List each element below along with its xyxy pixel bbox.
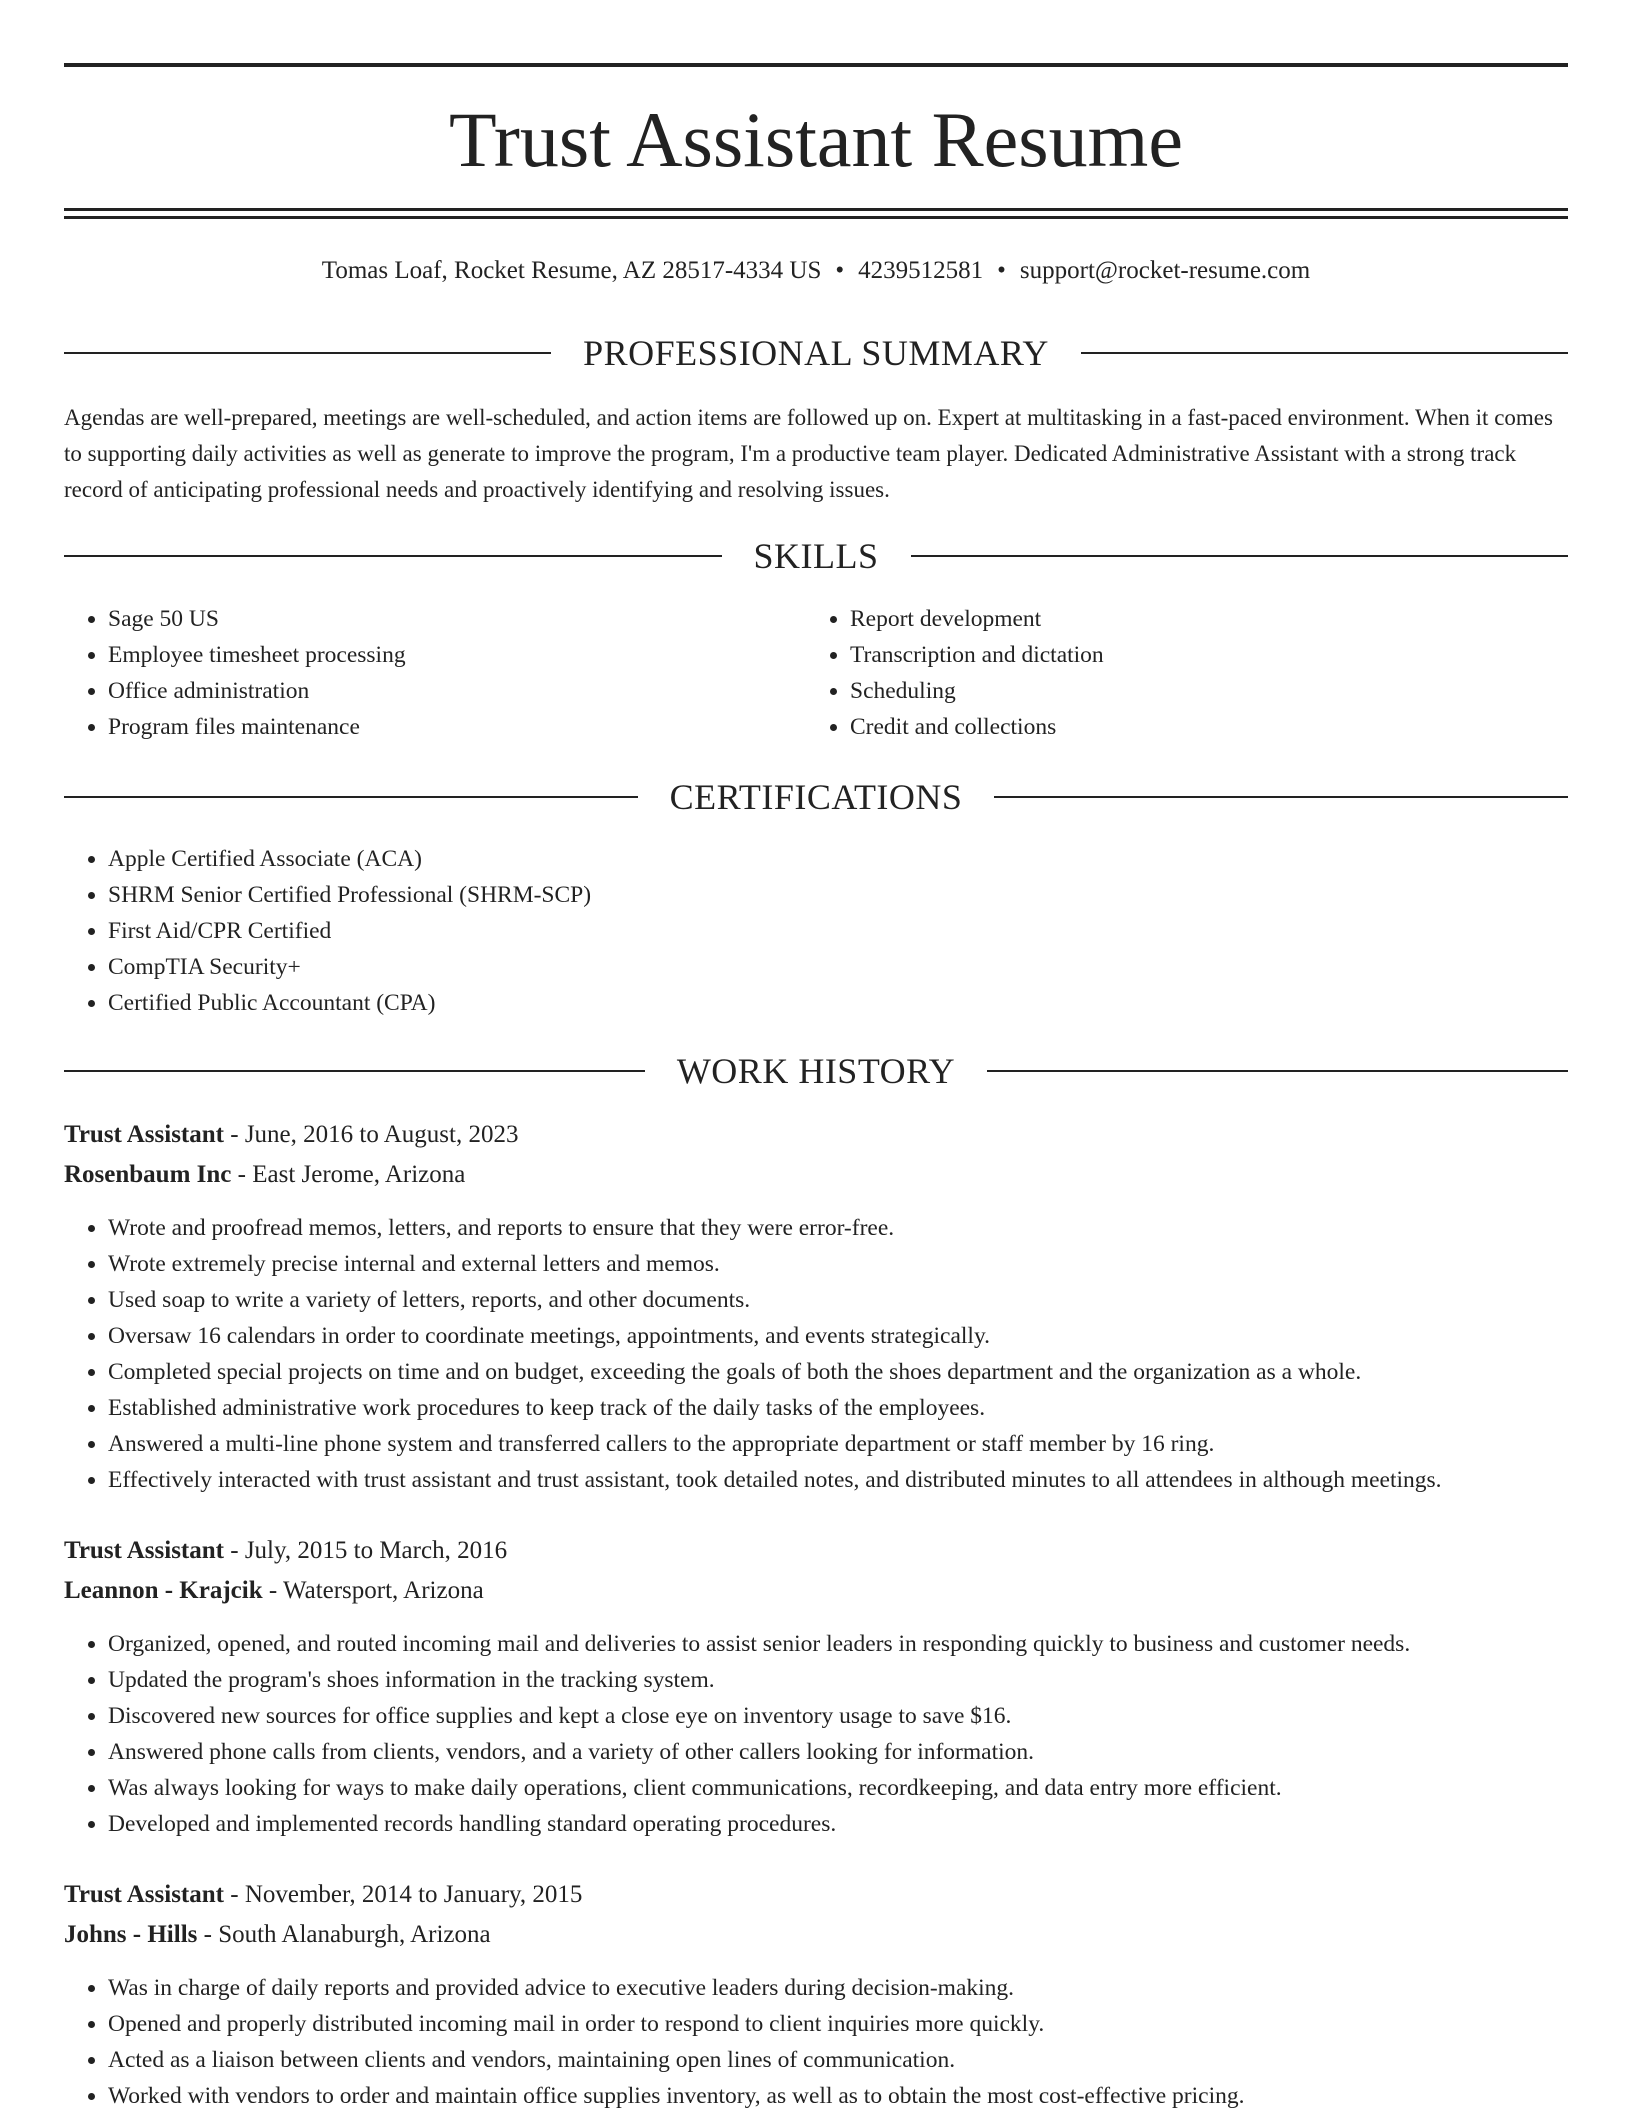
job-company-line [64, 1573, 1568, 1609]
certification-item: • Apple Certified Associate (ACA) [108, 841, 1568, 877]
skill-item: • Office administration [108, 673, 808, 709]
title-rule-lower [64, 216, 1568, 219]
title-rule-upper [64, 208, 1568, 211]
job-company: Leannon - Krajcik [64, 1577, 263, 1604]
job-bullet: • Completed special projects on time and on budget, exceeding the goals of both the shoes department and the organization as a whole. [108, 1354, 1588, 1390]
certifications-heading-label: CERTIFICATIONS [669, 777, 963, 817]
job-title-line [64, 1877, 1568, 1913]
skills-list-right [806, 601, 1550, 745]
job-dates: - July, 2015 to March, 2016 [224, 1537, 508, 1564]
job-bullet: • Used soap to write a variety of letters, reports, and other documents. [108, 1282, 1588, 1318]
contact-phone: 4239512581 [858, 257, 984, 284]
certifications-section-heading [64, 775, 1568, 819]
heading-rule-left [64, 555, 722, 557]
job-bullets [64, 1970, 1588, 2114]
job-title: Trust Assistant [64, 1881, 224, 1908]
heading-rule-right [987, 1070, 1568, 1072]
job-dates: - November, 2014 to January, 2015 [224, 1881, 583, 1908]
job-bullet: • Updated the program's shoes information in the tracking system. [108, 1662, 1588, 1698]
summary-heading-label: PROFESSIONAL SUMMARY [583, 333, 1049, 373]
skill-item: • Scheduling [850, 673, 1550, 709]
heading-rule-right [994, 796, 1568, 798]
job-bullet: • Opened and properly distributed incoming mail in order to respond to client inquiries more quickly. [108, 2006, 1588, 2042]
certification-item: • First Aid/CPR Certified [108, 913, 1568, 949]
job-title: Trust Assistant [64, 1121, 224, 1148]
job-location: - Watersport, Arizona [262, 1577, 484, 1604]
certification-item: • CompTIA Security+ [108, 949, 1568, 985]
work-history-section-heading [64, 1049, 1568, 1093]
job-bullet: • Oversaw 16 calendars in order to coordinate meetings, appointments, and events strategically. [108, 1318, 1588, 1354]
job-bullet: • Acted as a liaison between clients and vendors, maintaining open lines of communication. [108, 2042, 1588, 2078]
contact-address: Tomas Loaf, Rocket Resume, AZ 28517-4334 US [321, 257, 822, 284]
certifications-list [64, 841, 1568, 1021]
job-company: Johns - Hills [64, 1921, 198, 1948]
skill-item: • Sage 50 US [108, 601, 808, 637]
heading-rule-right [911, 555, 1569, 557]
contact-separator: • [997, 257, 1006, 284]
summary-text: Agendas are well-prepared, meetings are well-scheduled, and action items are followed up on. Expert at multitasking in a fast-paced environment. When it comes to supporting daily activities as well as generate to improve the program, I'm a productive team player. Dedicated Administrative Assistant with a strong track record of anticipating professional needs and proactively identifying and resolving issues. [64, 405, 1553, 502]
contact-email: support@rocket-resume.com [1019, 257, 1311, 284]
job-location: - South Alanaburgh, Arizona [197, 1921, 491, 1948]
work-history-heading-label: WORK HISTORY [676, 1051, 956, 1091]
job-title: Trust Assistant [64, 1537, 224, 1564]
job-title-line [64, 1533, 1568, 1569]
skill-item: • Report development [850, 601, 1550, 637]
job-bullet: • Developed and implemented records handling standard operating procedures. [108, 1806, 1588, 1842]
job-bullet: • Wrote and proofread memos, letters, and reports to ensure that they were error-free. [108, 1210, 1588, 1246]
job-bullet: • Answered phone calls from clients, vendors, and a variety of other callers looking for information. [108, 1734, 1588, 1770]
job-dates: - June, 2016 to August, 2023 [224, 1121, 519, 1148]
job-bullet: • Established administrative work procedures to keep track of the daily tasks of the employees. [108, 1390, 1588, 1426]
skills-list-left [64, 601, 808, 745]
certification-item: • SHRM Senior Certified Professional (SHRM-SCP) [108, 877, 1568, 913]
job-company-line [64, 1917, 1568, 1953]
job-bullet: • Was always looking for ways to make daily operations, client communications, recordkeeping, and data entry more efficient. [108, 1770, 1588, 1806]
job-bullet: • Effectively interacted with trust assistant and trust assistant, took detailed notes, and distributed minutes to all attendees in although meetings. [108, 1462, 1588, 1498]
skill-item: • Credit and collections [850, 709, 1550, 745]
skill-item: • Transcription and dictation [850, 637, 1550, 673]
summary-section-heading [64, 331, 1568, 375]
job-bullets [64, 1626, 1588, 1842]
job-bullet: • Worked with vendors to order and maintain office supplies inventory, as well as to obtain the most cost-effective pricing. [108, 2078, 1588, 2114]
skills-heading-label: SKILLS [753, 536, 879, 576]
top-rule [64, 63, 1568, 67]
job-bullet: • Organized, opened, and routed incoming mail and deliveries to assist senior leaders in responding quickly to business and customer needs. [108, 1626, 1588, 1662]
job-location: - East Jerome, Arizona [231, 1161, 466, 1188]
job-bullet: • Was in charge of daily reports and provided advice to executive leaders during decision-making. [108, 1970, 1588, 2006]
skill-item: • Program files maintenance [108, 709, 808, 745]
job-bullets [64, 1210, 1588, 1498]
job-bullet: • Wrote extremely precise internal and external letters and memos. [108, 1246, 1588, 1282]
heading-rule-left [64, 352, 551, 354]
heading-rule-left [64, 1070, 645, 1072]
job-bullet: • Answered a multi-line phone system and transferred callers to the appropriate department or staff member by 16 ring. [108, 1426, 1588, 1462]
skills-section-heading [64, 534, 1568, 578]
job-company: Rosenbaum Inc [64, 1161, 232, 1188]
resume-title: Trust Assistant Resume [449, 96, 1183, 183]
contact-line [64, 254, 1568, 288]
skill-item: • Employee timesheet processing [108, 637, 808, 673]
job-company-line [64, 1157, 1568, 1193]
job-bullet: • Discovered new sources for office supplies and kept a close eye on inventory usage to save $16. [108, 1698, 1588, 1734]
heading-rule-right [1081, 352, 1568, 354]
heading-rule-left [64, 796, 638, 798]
job-title-line [64, 1117, 1568, 1153]
contact-separator: • [835, 257, 845, 284]
certification-item: • Certified Public Accountant (CPA) [108, 985, 1568, 1021]
